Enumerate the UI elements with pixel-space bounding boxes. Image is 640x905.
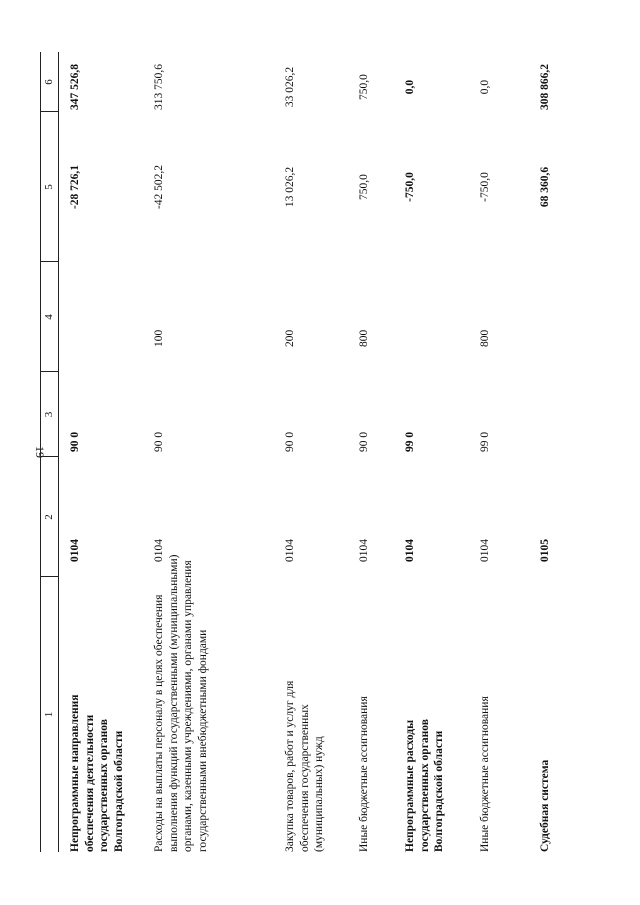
row-1-total: 347 526,8 bbox=[69, 64, 81, 110]
row-4-name: Иные бюджетные ассигнования bbox=[358, 696, 370, 852]
row-6-rz: 0104 bbox=[479, 539, 491, 562]
header-bottom-border bbox=[58, 52, 59, 852]
row-2-rz: 0104 bbox=[153, 539, 165, 562]
row-3-rz: 0104 bbox=[284, 539, 296, 562]
row-1-csr: 90 0 bbox=[69, 431, 81, 452]
row-5-rz: 0104 bbox=[404, 539, 416, 562]
row-2-total: 313 750,6 bbox=[153, 64, 165, 110]
row-3-name: Закупка товаров, работ и услуг для обеспечения государственных (муниципальных) нужд bbox=[284, 680, 326, 852]
row-6-csr: 99 0 bbox=[479, 431, 491, 452]
row-5-name: Непрограммные расходы государственных органов Волгоградской области bbox=[404, 719, 446, 852]
row-6-name: Иные бюджетные ассигнования bbox=[479, 696, 491, 852]
header-col-4: 4 bbox=[43, 314, 55, 320]
row-6-vr: 800 bbox=[479, 329, 491, 347]
row-7-rz: 0105 bbox=[539, 539, 551, 562]
row-4-csr: 90 0 bbox=[358, 431, 370, 452]
row-3-total: 33 026,2 bbox=[284, 66, 296, 108]
row-2-change: -42 502,2 bbox=[153, 164, 165, 210]
header-col-5: 5 bbox=[43, 184, 55, 190]
row-5-csr: 99 0 bbox=[404, 431, 416, 452]
row-1-change: -28 726,1 bbox=[69, 164, 81, 210]
header-col-2: 2 bbox=[43, 514, 55, 520]
row-1-name: Непрограммные направления обеспечения деятельности государственных органов Волгоградской области bbox=[69, 694, 125, 852]
row-1-rz: 0104 bbox=[69, 539, 81, 562]
budget-table bbox=[40, 52, 600, 852]
row-6-total: 0,0 bbox=[479, 79, 491, 95]
page-number: 19 bbox=[33, 446, 47, 458]
header-col-1: 1 bbox=[43, 711, 55, 718]
row-3-vr: 200 bbox=[284, 329, 296, 347]
row-5-total: 0,0 bbox=[404, 79, 416, 95]
row-6-change: -750,0 bbox=[479, 172, 491, 202]
row-2-csr: 90 0 bbox=[153, 431, 165, 452]
row-4-vr: 800 bbox=[358, 329, 370, 347]
row-3-change: 13 026,2 bbox=[284, 166, 296, 208]
row-5-change: -750,0 bbox=[404, 172, 416, 202]
header-col-6: 6 bbox=[43, 79, 55, 85]
row-4-total: 750,0 bbox=[358, 74, 370, 100]
row-2-vr: 100 bbox=[153, 329, 165, 347]
row-4-rz: 0104 bbox=[358, 539, 370, 562]
row-3-csr: 90 0 bbox=[284, 431, 296, 452]
row-7-total: 308 866,2 bbox=[539, 64, 551, 110]
header-col-3: 3 bbox=[43, 411, 55, 418]
row-7-change: 68 360,6 bbox=[539, 166, 551, 208]
row-4-change: 750,0 bbox=[358, 174, 370, 200]
row-2-name: Расходы на выплаты персоналу в целях обеспечения выполнения функций государственными (муниципальными) органами, казенными учреждениями, органами управления государственными внебюджетными фондами bbox=[153, 554, 209, 852]
row-7-name: Судебная система bbox=[539, 759, 551, 852]
